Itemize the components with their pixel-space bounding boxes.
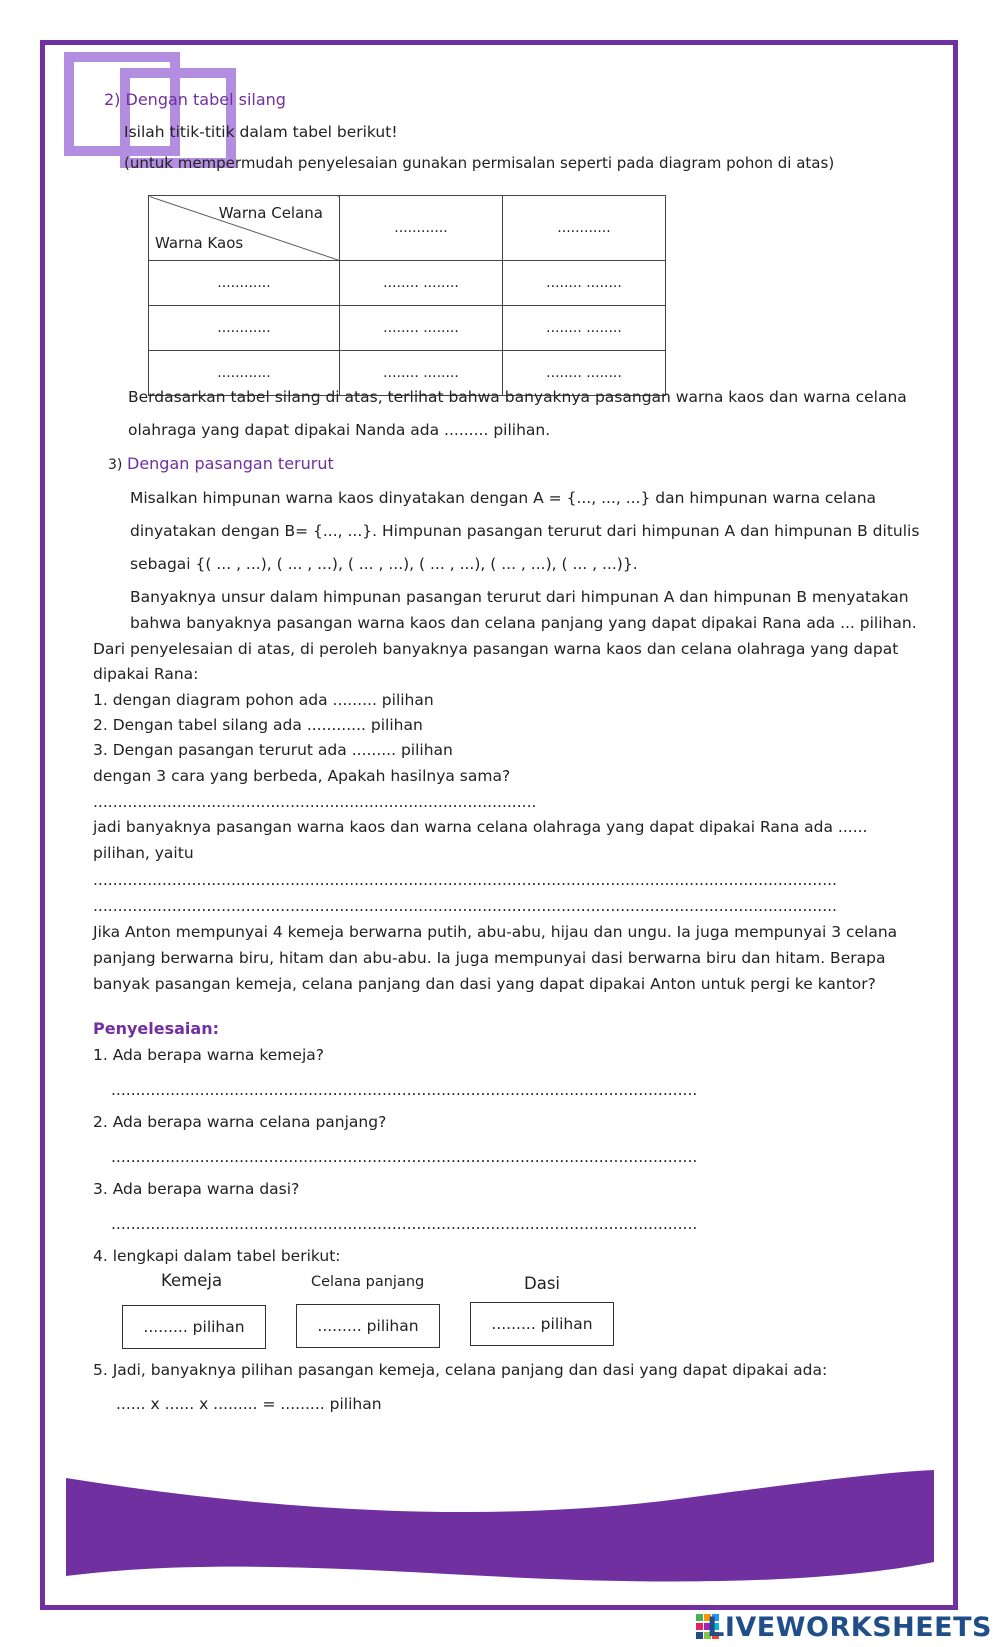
celana-label: Celana panjang bbox=[311, 1274, 425, 1290]
question-2: 2. Ada berapa warna celana panjang? bbox=[93, 1113, 387, 1131]
table-cell[interactable]: ........ ........ bbox=[503, 351, 666, 396]
section3-text: bahwa banyaknya pasangan warna kaos dan celana panjang yang dapat dipakai Rana ada ... pilihan. bbox=[130, 614, 917, 632]
problem-text: panjang berwarna biru, hitam dan abu-abu. Ia juga mempunyai dasi berwarna biru dan hitam. Berapa bbox=[93, 949, 886, 967]
table-cell[interactable]: ........ ........ bbox=[340, 306, 503, 351]
answer-line[interactable]: ....................................................................................................................... bbox=[111, 1215, 698, 1233]
question-4: 4. lengkapi dalam tabel berikut: bbox=[93, 1247, 341, 1265]
list-item: 3. Dengan pasangan terurut ada ......... pilihan bbox=[93, 741, 453, 759]
section3-text: dinyatakan dengan B= {..., ...}. Himpunan pasangan terurut dari himpunan A dan himpunan B ditulis bbox=[130, 522, 920, 540]
section2-note: (untuk mempermudah penyelesaian gunakan permisalan seperti pada diagram pohon di atas) bbox=[124, 154, 835, 172]
kemeja-answer-box[interactable]: ......... pilihan bbox=[122, 1305, 266, 1349]
section2-instruction: Isilah titik-titik dalam tabel berikut! bbox=[124, 123, 398, 141]
summary-text: pilihan, yaitu bbox=[93, 844, 194, 862]
answer-line[interactable]: ....................................................................................................................... bbox=[111, 1148, 698, 1166]
section3-number: 3) bbox=[108, 457, 123, 473]
celana-answer-box[interactable]: ......... pilihan bbox=[296, 1304, 440, 1348]
summary-text: Dari penyelesaian di atas, di peroleh banyaknya pasangan warna kaos dan celana olahraga yang dapat bbox=[93, 640, 899, 658]
wave-banner bbox=[66, 1470, 934, 1586]
table-cell[interactable]: ........ ........ bbox=[503, 261, 666, 306]
section3-text: sebagai {( ... , ...), ( ... , ...), ( ... , ...), ( ... , ...), ( ... , ...), ( ... , ...)}. bbox=[130, 555, 638, 573]
table-row bbox=[149, 306, 666, 351]
kemeja-label: Kemeja bbox=[161, 1271, 223, 1290]
list-item: 1. dengan diagram pohon ada ......... pilihan bbox=[93, 691, 434, 709]
dasi-label: Dasi bbox=[524, 1274, 560, 1293]
row-header-cell[interactable]: ............ bbox=[149, 351, 340, 396]
col-header-label: Warna Celana bbox=[218, 204, 323, 222]
col-header-cell[interactable]: ............ bbox=[503, 196, 666, 261]
summary-question: dengan 3 cara yang berbeda, Apakah hasilnya sama? bbox=[93, 767, 511, 785]
section3-text: Misalkan himpunan warna kaos dinyatakan dengan A = {..., ..., ...} dan himpunan warna celana bbox=[130, 489, 877, 507]
answer-line[interactable]: ....................................................................................................................................................... bbox=[93, 897, 837, 915]
table-cell[interactable]: ........ ........ bbox=[503, 306, 666, 351]
col-header-cell[interactable]: ............ bbox=[340, 196, 503, 261]
answer-line[interactable]: ....................................................................................................................... bbox=[111, 1081, 698, 1099]
dasi-answer-box[interactable]: ......... pilihan bbox=[470, 1302, 614, 1346]
row-header-cell[interactable]: ............ bbox=[149, 261, 340, 306]
section3-text: Banyaknya unsur dalam himpunan pasangan terurut dari himpunan A dan himpunan B menyatakan bbox=[130, 588, 909, 606]
answer-line[interactable]: ....................................................................................................................................................... bbox=[93, 871, 837, 889]
table-corner-cell bbox=[149, 196, 340, 261]
question-5: 5. Jadi, banyaknya pilihan pasangan kemeja, celana panjang dan dasi yang dapat dipakai ada: bbox=[93, 1361, 828, 1379]
table-cell[interactable]: ........ ........ bbox=[340, 351, 503, 396]
row-header-cell[interactable]: ............ bbox=[149, 306, 340, 351]
answer-line[interactable]: .......................................................................................... bbox=[93, 793, 537, 811]
section2-conclusion: Berdasarkan tabel silang di atas, terlihat bahwa banyaknya pasangan warna kaos dan warna celana bbox=[128, 388, 907, 406]
problem-text: banyak pasangan kemeja, celana panjang dan dasi yang dapat dipakai Anton untuk pergi ke kantor? bbox=[93, 975, 876, 993]
row-header-label: Warna Kaos bbox=[155, 234, 244, 252]
summary-text: dipakai Rana: bbox=[93, 665, 199, 683]
list-item: 2. Dengan tabel silang ada ............ pilihan bbox=[93, 716, 423, 734]
table-cell[interactable]: ........ ........ bbox=[340, 261, 503, 306]
cross-table bbox=[148, 195, 666, 396]
problem-text: Jika Anton mempunyai 4 kemeja berwarna putih, abu-abu, hijau dan ungu. Ia juga mempunyai 3 celana bbox=[93, 923, 898, 941]
summary-text: jadi banyaknya pasangan warna kaos dan warna celana olahraga yang dapat dipakai Rana ada ...... bbox=[93, 818, 868, 836]
solution-heading: Penyelesaian: bbox=[93, 1019, 219, 1038]
formula-line[interactable]: ...... x ...... x ......... = ......... pilihan bbox=[116, 1395, 382, 1413]
brand-logo[interactable]: LIVEWORKSHEETS bbox=[707, 1612, 992, 1643]
section2-heading: 2) Dengan tabel silang bbox=[104, 90, 286, 109]
table-row bbox=[149, 261, 666, 306]
question-3: 3. Ada berapa warna dasi? bbox=[93, 1180, 300, 1198]
section2-conclusion: olahraga yang dapat dipakai Nanda ada ......... pilihan. bbox=[128, 421, 551, 439]
section3-heading: Dengan pasangan terurut bbox=[127, 454, 334, 473]
question-1: 1. Ada berapa warna kemeja? bbox=[93, 1046, 324, 1064]
